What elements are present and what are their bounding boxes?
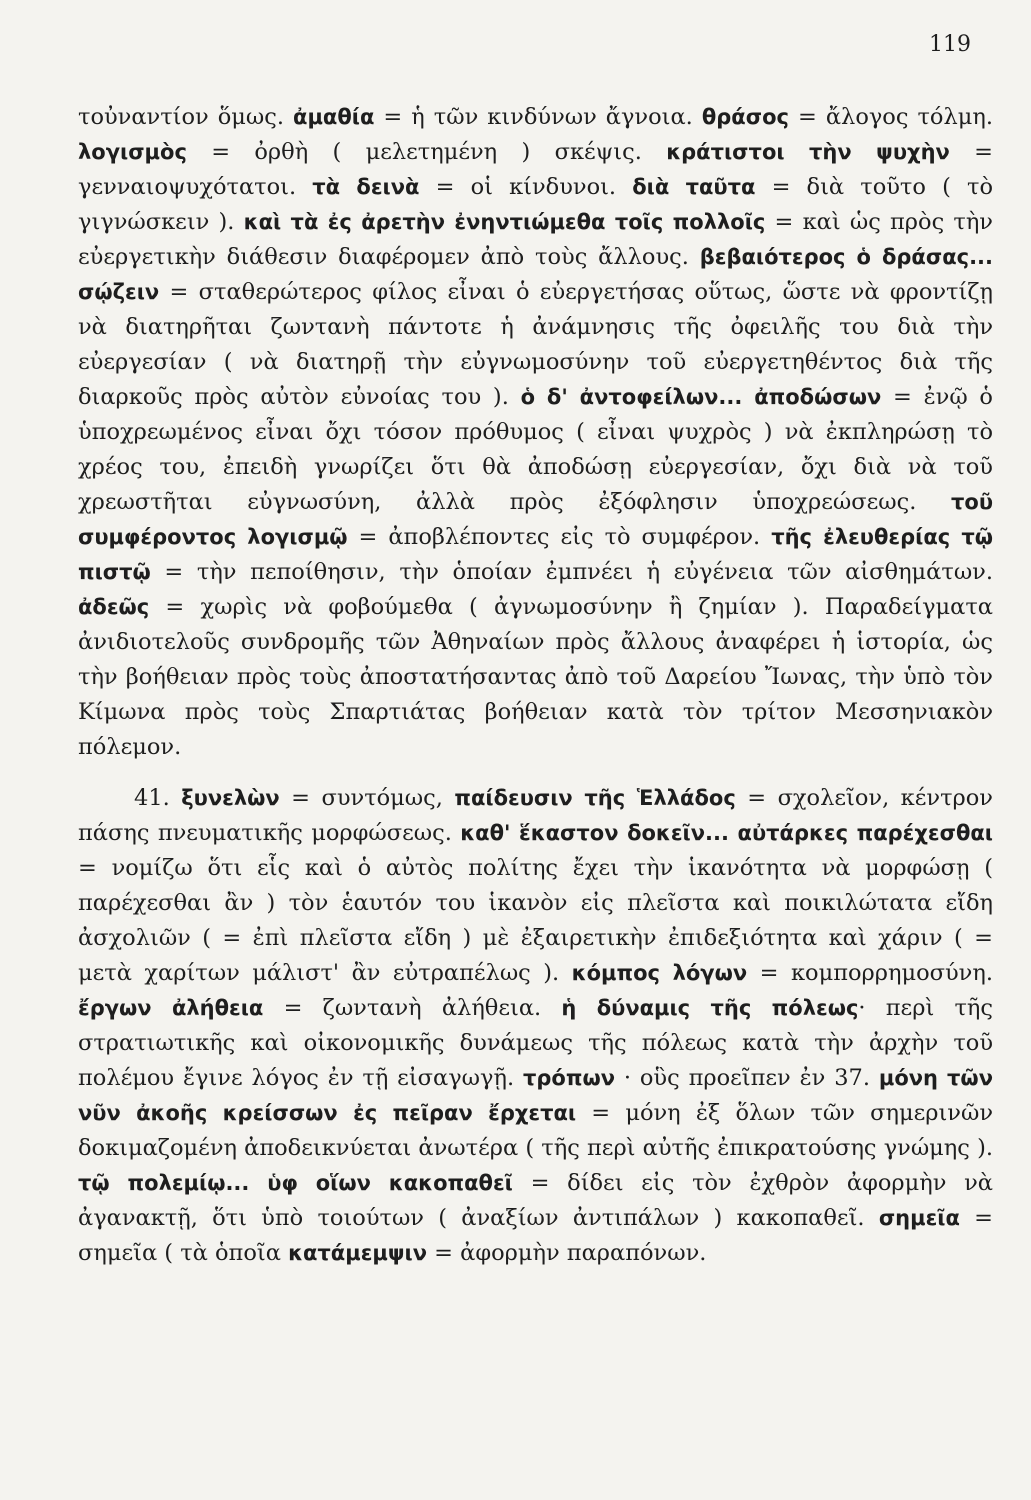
text-run: = συντόμως, <box>279 785 455 811</box>
glossary-term: τὰ δεινὰ <box>312 175 420 199</box>
glossary-term: ξυνελὼν <box>181 786 280 810</box>
text-run: = ἐνῷ ὁ ὑποχρεωμένος εἶναι ὄχι τόσον πρόθυμος ( εἶναι ψυχρὸς ) νὰ ἐκπληρώσῃ τὸ χρέος του, ἐπειδὴ γνωρίζει ὅτι θὰ ἀποδώσῃ εὐεργεσίαν, ὄχι διὰ νὰ τοῦ χρεωστῆται εὐγνωσύνη, ἀλλὰ πρὸς ἐξόφλησιν ὑποχρεώσεως. <box>78 384 993 515</box>
glossary-term: τῆς ἐλευθερίας τῷ πιστῷ <box>78 525 993 584</box>
page-number: 119 <box>929 32 971 57</box>
text-run: = καὶ ὡς πρὸς τὴν εὐεργετικὴν διάθεσιν διαφέρομεν ἀπὸ τοὺς ἄλλους. <box>78 209 993 270</box>
text-run: = σχολεῖον, κέντρον πάσης πνευματικῆς μορφώσεως. <box>78 785 993 846</box>
text-run: = ἀποβλέποντες εἰς τὸ συμφέρον. <box>347 524 772 550</box>
text-run: = διὰ τοῦτο ( τὸ γιγνώσκειν ). <box>78 174 993 235</box>
glossary-term: τῷ πολεμίῳ... ὑφ οἵων κακοπαθεῖ <box>78 1171 513 1195</box>
glossary-term: βεβαιότερος ὁ δράσας... σῴζειν <box>78 245 993 304</box>
text-run: = χωρὶς νὰ φοβούμεθα ( ἀγνωμοσύνην ἢ ζημίαν ). Παραδείγματα ἀνιδιοτελοῦς συνδρομῆς τῶν Ἀθηναίων πρὸς ἄλλους ἀναφέρει ἡ ἱστορία, ὡς τὴν βοήθειαν πρὸς τοὺς ἀποστατήσαντας ἀπὸ τοῦ Δαρείου Ἴωνας, τὴν ὑπὸ τὸν Κίμωνα πρὸς τοὺς Σπαρτιάτας βοήθειαν κατὰ τὸν τρίτον Μεσσηνιακὸν πόλεμον. <box>78 594 993 760</box>
glossary-term: τοῦ συμφέροντος λογισμῷ <box>78 490 993 549</box>
glossary-term: διὰ ταῦτα <box>632 175 756 199</box>
text-run: = σημεῖα ( τὰ ὁποῖα <box>78 1205 993 1266</box>
paragraph-2 <box>78 781 993 1271</box>
body-text <box>78 100 993 1271</box>
glossary-term: σημεῖα <box>878 1206 960 1230</box>
glossary-term: ἡ δύναμις τῆς πόλεως <box>561 996 859 1020</box>
text-run: 41. <box>134 785 182 811</box>
paragraph-1 <box>78 100 993 765</box>
glossary-term: παίδευσιν τῆς Ἑλλάδος <box>454 786 736 810</box>
glossary-term: κόμπος λόγων <box>571 961 748 985</box>
glossary-term: ὁ δ' ἀντοφείλων... ἀποδώσων <box>520 385 882 409</box>
text-run: = ζωντανὴ ἀλήθεια. <box>263 995 562 1021</box>
text-run: = οἱ κίνδυνοι. <box>419 174 633 200</box>
text-run: = μόνη ἐξ ὅλων τῶν σημερινῶν δοκιμαζομένη ἀποδεικνύεται ἀνωτέρα ( τῆς περὶ αὐτῆς ἐπικρατούσης γνώμης ). <box>78 1100 994 1161</box>
glossary-term: θράσος <box>701 105 789 129</box>
glossary-term: καὶ τὰ ἐς ἀρετὴν ἐνηντιώμεθα τοῖς πολλοῖς <box>243 210 766 234</box>
glossary-term: λογισμὸς <box>78 140 187 164</box>
text-run: = νομίζω ὅτι εἷς καὶ ὁ αὐτὸς πολίτης ἔχει τὴν ἱκανότητα νὰ μορφώσῃ ( παρέχεσθαι ἂν ) τὸν ἑαυτόν του ἱκανὸν εἰς πλεῖστα καὶ ποικιλώτατα εἴδη ἀσχολιῶν ( = ἐπὶ πλεῖστα εἴδη ) μὲ ἐξαιρετικὴν ἐπιδεξιότητα καὶ χάριν ( = μετὰ χαρίτων μάλιστ' ἂν εὐτραπέλως ). <box>78 855 993 986</box>
text-run: τοὐναντίον ὅμως. <box>78 104 294 130</box>
text-run: = ἡ τῶν κινδύνων ἄγνοια. <box>374 104 702 130</box>
glossary-term: ἀδεῶς <box>78 595 150 619</box>
text-run: = γενναιοψυχότατοι. <box>78 139 994 200</box>
text-run: = τὴν πεποίθησιν, τὴν ὁποίαν ἐμπνέει ἡ εὐγένεια τῶν αἰσθημάτων. <box>150 559 993 585</box>
text-run: = ἀφορμὴν παραπόνων. <box>427 1240 707 1266</box>
text-run: = σταθερώτερος φίλος εἶναι ὁ εὐεργετήσας οὕτως, ὥστε νὰ φροντίζῃ νὰ διατηρῆται ζωντανὴ πάντοτε ἡ ἀνάμνησις τῆς ὀφειλῆς του διὰ τὴν εὐεργεσίαν ( νὰ διατηρῇ τὴν εὐγνωμοσύνην τοῦ εὐεργετηθέντος διὰ τῆς διαρκοῦς πρὸς αὐτὸν εὐνοίας του ). <box>78 279 993 410</box>
text-run: = ἄλογος τόλμη. <box>788 104 993 130</box>
glossary-term: τρόπων <box>522 1066 615 1090</box>
text-run: = ὀρθὴ ( μελετημένη ) σκέψις. <box>186 139 667 165</box>
glossary-term: κράτιστοι τὴν ψυχὴν <box>666 140 950 164</box>
glossary-term: ἔργων ἀλήθεια <box>78 996 264 1020</box>
text-run: · περὶ τῆς στρατιωτικῆς καὶ οἰκονομικῆς δυνάμεως τῆς πόλεως κατὰ τὴν ἀρχὴν τοῦ πολέμου ἔγινε λόγος ἐν τῇ εἰσαγωγῇ. <box>78 995 994 1091</box>
text-run: = δίδει εἰς τὸν ἐχθρὸν ἀφορμὴν νὰ ἀγανακτῇ, ὅτι ὑπὸ τοιούτων ( ἀναξίων ἀντιπάλων ) κακοπαθεῖ. <box>78 1170 993 1231</box>
text-run: · οὓς προεῖπεν ἐν 37. <box>615 1065 879 1091</box>
glossary-term: ἀμαθία <box>293 105 375 129</box>
glossary-term: μόνη τῶν νῦν ἀκοῆς κρείσσων ἐς πεῖραν ἔρχεται <box>78 1066 993 1125</box>
text-run: = κομπορρημοσύνη. <box>747 960 993 986</box>
glossary-term: καθ' ἕκαστον δοκεῖν... αὐτάρκες παρέχεσθαι <box>460 821 993 845</box>
glossary-term: κατάμεμψιν <box>288 1241 427 1265</box>
